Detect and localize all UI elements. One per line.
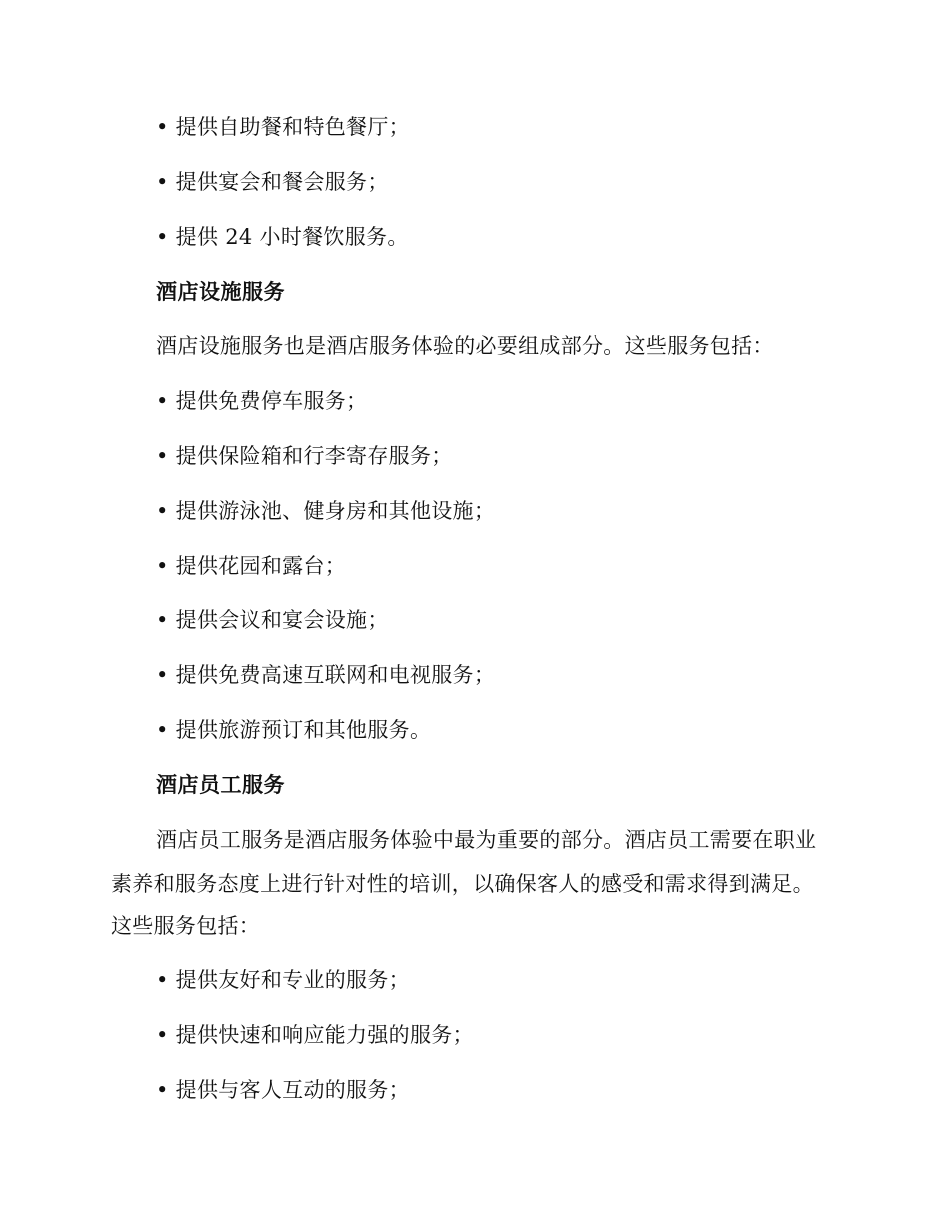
list-item: • 提供快速和响应能力强的服务；: [156, 1023, 474, 1047]
list-item: • 提供游泳池、健身房和其他设施；: [156, 499, 496, 523]
paragraph-line: 酒店员工服务是酒店服务体验中最为重要的部分。酒店员工需要在职业: [156, 828, 817, 852]
paragraph-line: 这些服务包括：: [111, 914, 261, 938]
list-item: • 提供会议和宴会设施；: [156, 608, 389, 632]
section-heading: 酒店员工服务: [156, 773, 285, 797]
list-item: • 提供 24 小时餐饮服务。: [156, 225, 409, 249]
list-item: • 提供保险箱和行李寄存服务；: [156, 444, 453, 468]
list-item: • 提供花园和露台；: [156, 554, 347, 578]
list-item: • 提供宴会和餐会服务；: [156, 170, 389, 194]
paragraph: 酒店设施服务也是酒店服务体验的必要组成部分。这些服务包括：: [156, 334, 774, 358]
list-item: • 提供旅游预订和其他服务。: [156, 718, 432, 742]
section-heading: 酒店设施服务: [156, 280, 285, 304]
list-item: • 提供免费停车服务；: [156, 389, 368, 413]
list-item: • 提供自助餐和特色餐厅；: [156, 115, 410, 139]
list-item: • 提供与客人互动的服务；: [156, 1078, 410, 1102]
list-item: • 提供友好和专业的服务；: [156, 968, 410, 992]
list-item: • 提供免费高速互联网和电视服务；: [156, 663, 496, 687]
paragraph-line: 素养和服务态度上进行针对性的培训，以确保客人的感受和需求得到满足。: [111, 872, 814, 896]
